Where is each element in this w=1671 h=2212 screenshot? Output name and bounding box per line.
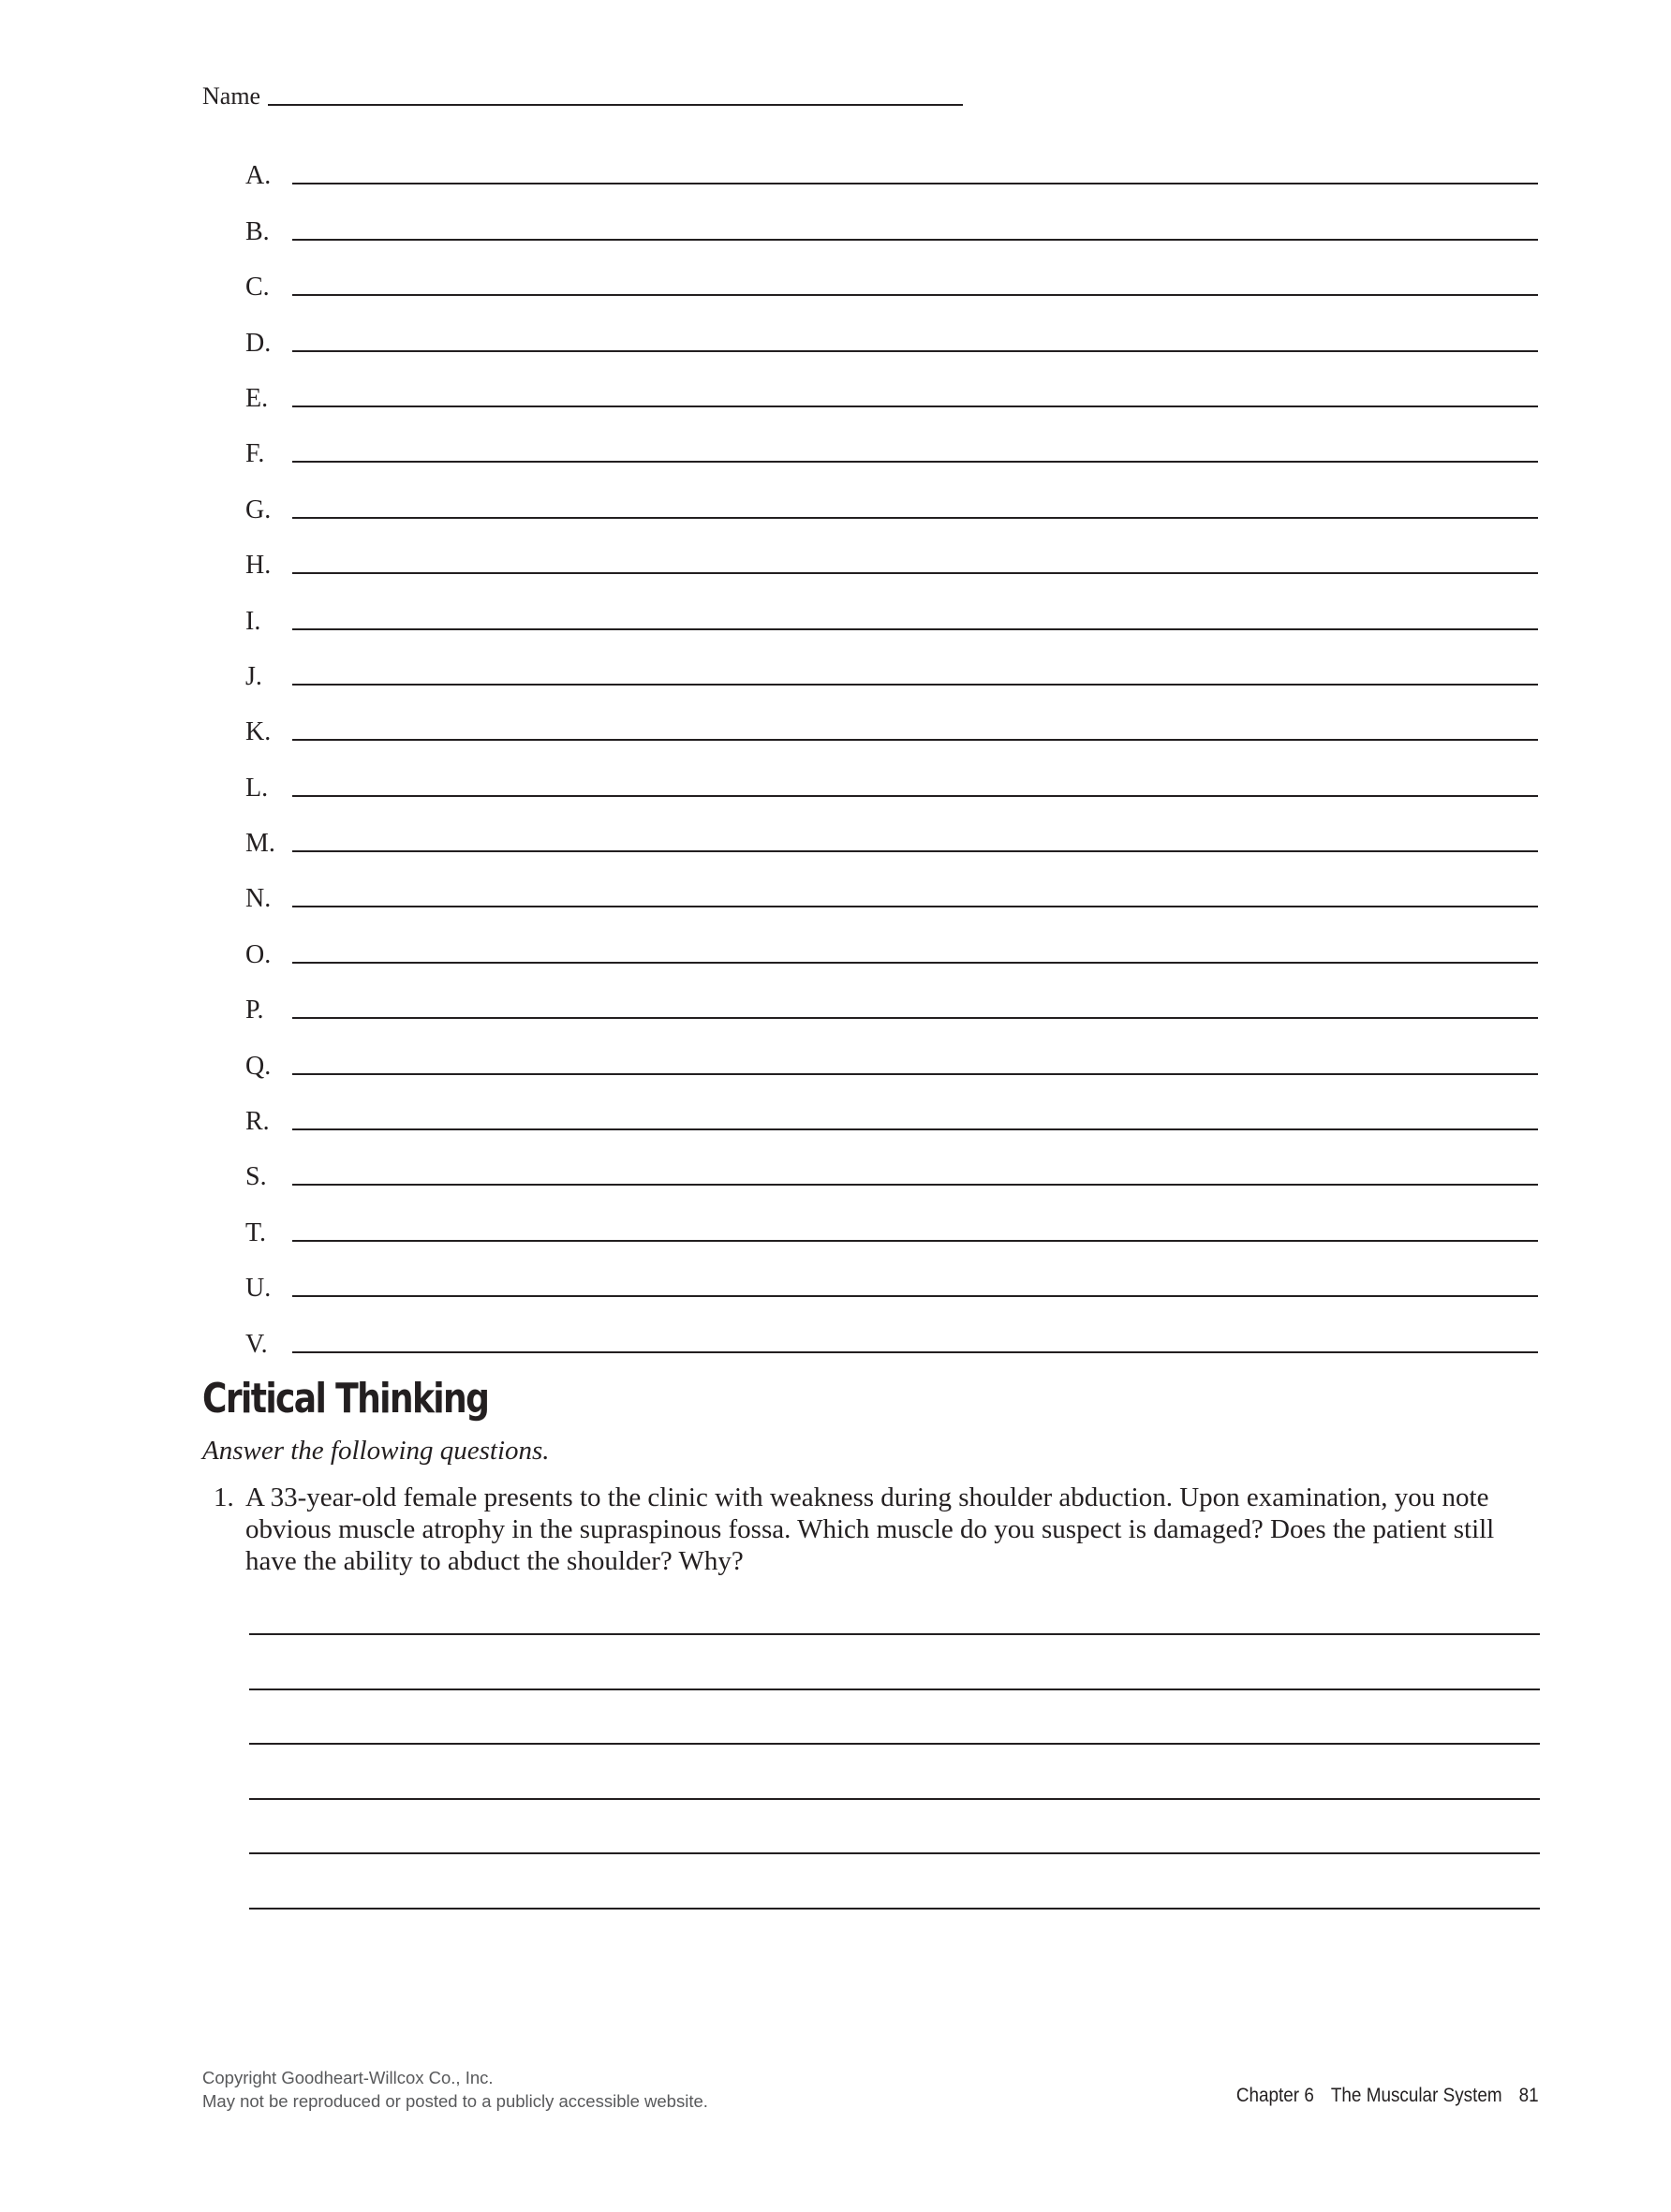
answer-writing-line[interactable] xyxy=(249,1798,1540,1853)
answer-row xyxy=(245,313,1538,368)
answer-row xyxy=(245,1259,1538,1314)
answer-letter: A. xyxy=(245,161,272,191)
answer-row xyxy=(245,758,1538,813)
answer-line[interactable] xyxy=(292,572,1538,574)
answer-line[interactable] xyxy=(292,1184,1538,1186)
answer-letter: R. xyxy=(245,1107,270,1137)
answer-line[interactable] xyxy=(292,795,1538,797)
name-field xyxy=(202,81,963,111)
answer-letter: J. xyxy=(245,661,262,691)
answer-letter: B. xyxy=(245,216,270,246)
answer-row xyxy=(245,1036,1538,1091)
answer-line[interactable] xyxy=(292,962,1538,964)
answer-row xyxy=(245,1147,1538,1202)
answer-line[interactable] xyxy=(292,1073,1538,1075)
answer-row xyxy=(245,869,1538,924)
answer-letter: D. xyxy=(245,328,272,358)
answer-letter: P. xyxy=(245,995,264,1025)
answer-letter: S. xyxy=(245,1162,267,1192)
answer-letter: I. xyxy=(245,606,261,636)
answer-line[interactable] xyxy=(292,1017,1538,1019)
chapter-label: Chapter 6 xyxy=(1236,2085,1315,2106)
name-label: Name xyxy=(202,82,261,110)
answer-list xyxy=(245,146,1538,1370)
answer-line[interactable] xyxy=(292,1295,1538,1297)
page-number: 81 xyxy=(1518,2085,1539,2106)
answer-row xyxy=(245,981,1538,1036)
answer-line[interactable] xyxy=(292,183,1538,184)
answer-letter: Q. xyxy=(245,1051,272,1081)
chapter-title: The Muscular System xyxy=(1331,2085,1502,2106)
section-instructions: Answer the following questions. xyxy=(202,1436,550,1466)
answer-letter: T. xyxy=(245,1217,267,1247)
answer-row xyxy=(245,814,1538,869)
answer-row xyxy=(245,146,1538,201)
question-text: A 33-year-old female presents to the clinic with weakness during shoulder abduction. Upon examination, you note obvious muscle atrophy in the supraspinous fossa. Which muscle do you suspect is damaged? Does the patient still have the ability to abduct the shoulder? Why? xyxy=(245,1482,1495,1576)
answer-row xyxy=(245,1202,1538,1258)
answer-row xyxy=(245,702,1538,758)
answer-writing-line[interactable] xyxy=(249,1688,1540,1744)
answer-row xyxy=(245,369,1538,424)
answer-line[interactable] xyxy=(292,461,1538,463)
answer-line[interactable] xyxy=(292,906,1538,907)
answer-letter: N. xyxy=(245,884,272,914)
section-title: Critical Thinking xyxy=(202,1375,489,1423)
answer-line[interactable] xyxy=(292,350,1538,352)
answer-row xyxy=(245,479,1538,535)
answer-writing-line[interactable] xyxy=(249,1633,1540,1688)
answer-row xyxy=(245,258,1538,313)
name-input-line[interactable] xyxy=(268,104,963,106)
answer-letter: C. xyxy=(245,273,270,302)
answer-row xyxy=(245,1314,1538,1369)
answer-line[interactable] xyxy=(292,684,1538,686)
answer-line[interactable] xyxy=(292,406,1538,407)
answer-line[interactable] xyxy=(292,850,1538,852)
answer-line[interactable] xyxy=(292,239,1538,241)
answer-letter: H. xyxy=(245,551,272,581)
answer-line[interactable] xyxy=(292,517,1538,519)
answer-row xyxy=(245,591,1538,646)
answer-writing-line[interactable] xyxy=(249,1908,1540,1963)
answer-letter: U. xyxy=(245,1274,272,1304)
answer-letter: V. xyxy=(245,1329,268,1359)
answer-writing-line[interactable] xyxy=(249,1852,1540,1908)
answer-writing-line[interactable] xyxy=(249,1743,1540,1798)
answer-letter: M. xyxy=(245,829,275,859)
answer-row xyxy=(245,1092,1538,1147)
answer-letter: L. xyxy=(245,773,269,803)
answer-line[interactable] xyxy=(292,294,1538,296)
answer-letter: F. xyxy=(245,439,265,469)
answer-row xyxy=(245,424,1538,479)
copyright-notice: May not be reproduced or posted to a publicly accessible website. xyxy=(202,2091,708,2111)
answer-line[interactable] xyxy=(292,628,1538,630)
question-item xyxy=(214,1482,1544,1577)
answer-line[interactable] xyxy=(292,739,1538,741)
question-answer-lines xyxy=(249,1633,1540,1963)
answer-letter: K. xyxy=(245,717,272,747)
answer-row xyxy=(245,536,1538,591)
footer-page-info xyxy=(1236,2084,1539,2107)
answer-line[interactable] xyxy=(292,1240,1538,1242)
answer-row xyxy=(245,924,1538,980)
answer-line[interactable] xyxy=(292,1128,1538,1130)
answer-letter: E. xyxy=(245,383,269,413)
answer-row xyxy=(245,647,1538,702)
answer-line[interactable] xyxy=(292,1351,1538,1353)
question-number: 1. xyxy=(214,1482,234,1512)
footer-copyright xyxy=(202,2066,708,2113)
copyright-line: Copyright Goodheart-Willcox Co., Inc. xyxy=(202,2068,494,2087)
answer-row xyxy=(245,201,1538,257)
answer-letter: G. xyxy=(245,494,272,524)
answer-letter: O. xyxy=(245,939,272,969)
